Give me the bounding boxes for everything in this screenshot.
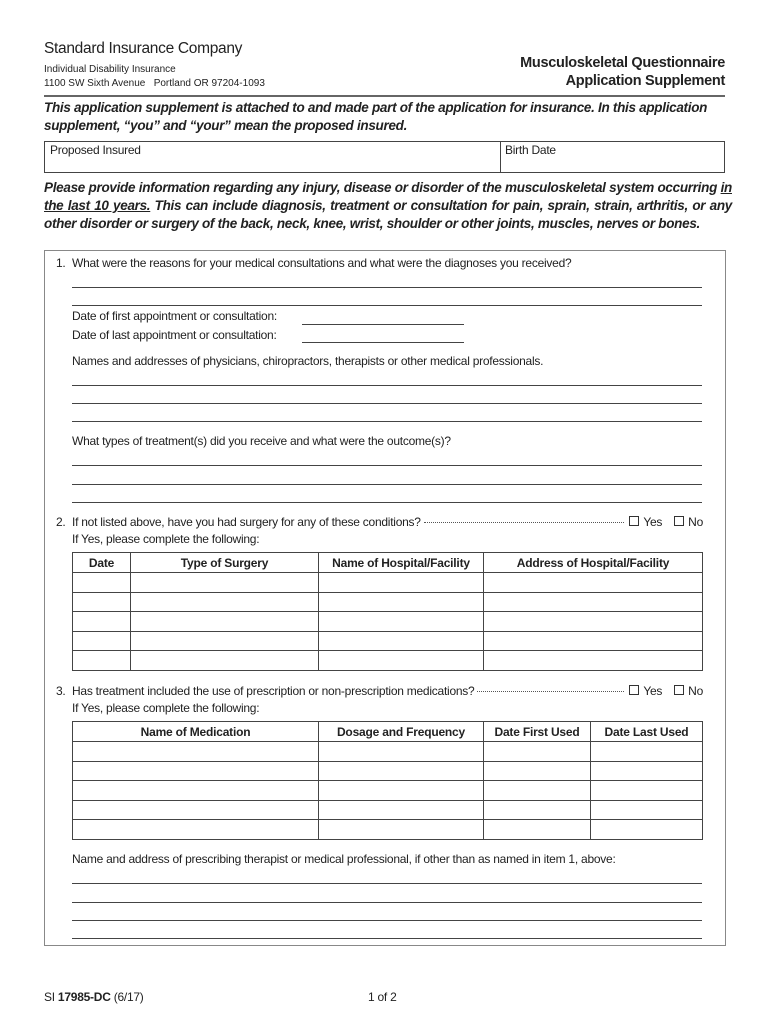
birth-date-label: Birth Date xyxy=(505,143,556,157)
company-name: Standard Insurance Company xyxy=(44,40,243,57)
instructions xyxy=(44,179,732,233)
col-hospital-address: Address of Hospital/Facility xyxy=(484,553,703,573)
instructions-text-2: This can include diagnosis, treatment or consultation for pain, sprain, strain, arthritis, or any other disorder or surgery of the back, neck, knee, wrist, shoulder or other joints, muscles, nerves or bones. xyxy=(44,198,732,231)
col-date: Date xyxy=(73,553,131,573)
cell[interactable] xyxy=(319,573,484,593)
cell[interactable] xyxy=(319,742,484,762)
col-date-last-used: Date Last Used xyxy=(591,722,703,742)
cell[interactable] xyxy=(484,592,703,612)
cell[interactable] xyxy=(73,651,131,671)
form-date: (6/17) xyxy=(110,990,144,1004)
q2-number: 2. xyxy=(56,515,66,529)
cell[interactable] xyxy=(73,761,319,781)
answer-line[interactable] xyxy=(72,305,702,306)
cell[interactable] xyxy=(319,800,484,820)
table-row xyxy=(73,612,703,632)
q3-followup: If Yes, please complete the following: xyxy=(72,701,260,715)
form-id: 17985-DC xyxy=(57,990,111,1004)
cell[interactable] xyxy=(319,761,484,781)
q2-no-label: No xyxy=(688,515,703,529)
cell[interactable] xyxy=(484,800,591,820)
treatments-label: What types of treatment(s) did you receive and what were the outcome(s)? xyxy=(72,434,451,448)
table-row xyxy=(73,592,703,612)
table-row xyxy=(73,742,703,762)
cell[interactable] xyxy=(73,612,131,632)
answer-line[interactable] xyxy=(72,920,702,921)
cell[interactable] xyxy=(484,651,703,671)
leader-dots xyxy=(424,522,625,523)
cell[interactable] xyxy=(591,761,703,781)
q3-no-checkbox[interactable] xyxy=(674,685,684,695)
cell[interactable] xyxy=(73,800,319,820)
q3-yes-label: Yes xyxy=(643,684,663,698)
q2-yes-label: Yes xyxy=(643,515,663,529)
answer-line[interactable] xyxy=(72,421,702,422)
q1-number: 1. xyxy=(56,256,66,270)
intro-text: This application supplement is attached to and made part of the application for insurance. In this application supplement, “you” and “your” mean the proposed insured. xyxy=(44,100,708,133)
cell[interactable] xyxy=(484,781,591,801)
cell[interactable] xyxy=(484,631,703,651)
instructions-text: Please provide information regarding any injury, disease or disorder of the musculoskeletal system occurring xyxy=(44,180,721,195)
surgery-table xyxy=(72,552,703,671)
answer-line[interactable] xyxy=(72,902,702,903)
cell[interactable] xyxy=(73,573,131,593)
table-row xyxy=(73,651,703,671)
answer-line[interactable] xyxy=(72,502,702,503)
q2-followup: If Yes, please complete the following: xyxy=(72,532,260,546)
col-dosage: Dosage and Frequency xyxy=(319,722,484,742)
q2-text: If not listed above, have you had surgery for any of these conditions? xyxy=(72,515,421,529)
q2-row xyxy=(72,515,703,529)
insured-box xyxy=(44,141,725,173)
cell[interactable] xyxy=(591,800,703,820)
cell[interactable] xyxy=(319,651,484,671)
table-row xyxy=(73,761,703,781)
last-appointment-field[interactable] xyxy=(302,342,464,343)
answer-line[interactable] xyxy=(72,938,702,939)
last-appointment-label: Date of last appointment or consultation: xyxy=(72,328,277,342)
form-prefix: SI xyxy=(44,990,58,1004)
table-row xyxy=(73,800,703,820)
medication-table xyxy=(72,721,703,840)
form-title: Musculoskeletal Questionnaire xyxy=(520,55,725,71)
cell[interactable] xyxy=(319,631,484,651)
cell[interactable] xyxy=(73,592,131,612)
cell[interactable] xyxy=(484,820,591,840)
answer-line[interactable] xyxy=(72,385,702,386)
cell[interactable] xyxy=(484,742,591,762)
cell[interactable] xyxy=(484,573,703,593)
cell[interactable] xyxy=(131,592,319,612)
first-appointment-field[interactable] xyxy=(302,324,464,325)
cell[interactable] xyxy=(319,781,484,801)
first-appointment-label: Date of first appointment or consultation: xyxy=(72,309,277,323)
answer-line[interactable] xyxy=(72,883,702,884)
table-row xyxy=(73,631,703,651)
instructions-emphasis: in the last 10 years. xyxy=(44,180,732,213)
cell[interactable] xyxy=(73,781,319,801)
q3-number: 3. xyxy=(56,684,66,698)
q2-no-checkbox[interactable] xyxy=(674,516,684,526)
cell[interactable] xyxy=(319,820,484,840)
q3-yes-checkbox[interactable] xyxy=(629,685,639,695)
table-row xyxy=(73,820,703,840)
answer-line[interactable] xyxy=(72,287,702,288)
page-number: 1 of 2 xyxy=(368,990,397,1004)
table-row xyxy=(73,573,703,593)
cell[interactable] xyxy=(319,612,484,632)
answer-line[interactable] xyxy=(72,465,702,466)
cell[interactable] xyxy=(484,761,591,781)
q1-text: What were the reasons for your medical consultations and what were the diagnoses you received? xyxy=(72,256,572,270)
table-row xyxy=(73,781,703,801)
header-divider xyxy=(44,95,725,97)
proposed-insured-field[interactable] xyxy=(45,142,500,172)
leader-dots xyxy=(477,691,624,692)
q2-yes-checkbox[interactable] xyxy=(629,516,639,526)
col-date-first-used: Date First Used xyxy=(484,722,591,742)
col-type-of-surgery: Type of Surgery xyxy=(131,553,319,573)
answer-line[interactable] xyxy=(72,403,702,404)
physicians-label: Names and addresses of physicians, chiropractors, therapists or other medical professionals. xyxy=(72,354,544,368)
proposed-insured-label: Proposed Insured xyxy=(50,143,141,157)
q3-no-label: No xyxy=(688,684,703,698)
cell[interactable] xyxy=(131,651,319,671)
company-address: 1100 SW Sixth Avenue Portland OR 97204-1093 xyxy=(44,78,265,89)
q3-row xyxy=(72,684,703,698)
q3-text: Has treatment included the use of prescription or non-prescription medications? xyxy=(72,684,475,698)
cell[interactable] xyxy=(591,742,703,762)
form-subtitle: Application Supplement xyxy=(565,73,725,89)
cell[interactable] xyxy=(73,742,319,762)
cell[interactable] xyxy=(73,631,131,651)
col-medication: Name of Medication xyxy=(73,722,319,742)
cell[interactable] xyxy=(131,631,319,651)
cell[interactable] xyxy=(131,573,319,593)
birth-date-field[interactable] xyxy=(501,142,724,172)
cell[interactable] xyxy=(591,781,703,801)
col-hospital-name: Name of Hospital/Facility xyxy=(319,553,484,573)
cell[interactable] xyxy=(319,592,484,612)
prescriber-label: Name and address of prescribing therapist or medical professional, if other than as named in item 1, above: xyxy=(72,852,616,866)
form-number xyxy=(44,990,144,1004)
cell[interactable] xyxy=(591,820,703,840)
cell[interactable] xyxy=(131,612,319,632)
cell[interactable] xyxy=(484,612,703,632)
cell[interactable] xyxy=(73,820,319,840)
division: Individual Disability Insurance xyxy=(44,64,176,75)
answer-line[interactable] xyxy=(72,484,702,485)
